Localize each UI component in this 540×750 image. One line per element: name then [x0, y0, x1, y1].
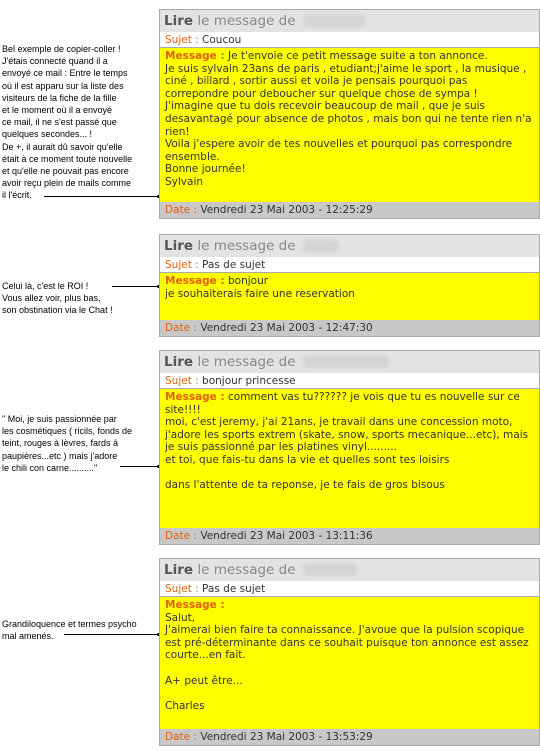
message-panel — [159, 9, 540, 219]
subject-row — [160, 373, 539, 389]
date-value: Vendredi 23 Mai 2003 - 12:47:30 — [200, 322, 373, 334]
header-prefix: Lire — [164, 562, 194, 578]
annotation-note-2: Celui là, c'est le ROI ! Vous allez voir, plus bas, son obstination via le Chat ! — [2, 281, 113, 316]
subject-label: Sujet : — [165, 259, 199, 271]
date-row — [160, 528, 539, 544]
header-prefix: Lire — [164, 13, 194, 29]
date-label: Date : — [165, 530, 197, 542]
sender-name-redacted — [303, 356, 389, 368]
message-header — [160, 10, 539, 32]
annotation-connector — [44, 196, 160, 197]
annotation-note-3: " Moi, je suis passionnée par les cosmétiques ( ricils, fonds de teint, rouges à lèvres, fards à paupières...etc ) mais j'adore le chili con carne.........." — [2, 414, 133, 473]
subject-value: Pas de sujet — [202, 259, 266, 271]
header-prefix: Lire — [164, 354, 194, 370]
header-text: le message de — [197, 562, 296, 578]
date-label: Date : — [165, 204, 197, 216]
message-label: Message : — [165, 599, 225, 611]
sender-name-redacted — [303, 240, 339, 252]
message-text: bonjour je souhaiterais faire une reservation — [165, 275, 355, 300]
message-header — [160, 235, 539, 257]
annotation-connector — [112, 286, 160, 287]
subject-row — [160, 581, 539, 597]
message-panel — [159, 234, 540, 337]
message-panel — [159, 558, 540, 746]
subject-row — [160, 257, 539, 273]
message-body — [160, 597, 539, 744]
message-text: comment vas tu?????? je vois que tu es nouvelle sur ce site!!!! moi, c'est jeremy, j'ai 21ans, je travail dans une concession moto, j'adore les sports extrem (skate, snow, sports mecanique...etc), mais je suis passionné par les platines vinyl......... et toi, que fais-tu dans la vie et quelles sont tes loisirs dans l'attente de ta reponse, je te fais de gros bisous — [165, 391, 529, 492]
sender-name-redacted — [303, 564, 357, 576]
date-value: Vendredi 23 Mai 2003 - 12:25:29 — [200, 204, 373, 216]
subject-label: Sujet : — [165, 375, 199, 387]
subject-label: Sujet : — [165, 583, 199, 595]
message-label: Message : — [165, 391, 225, 403]
annotation-note-1: Bel exemple de copier-coller ! J'étais connecté quand il a envoyé ce mail : Entre le temps où il est apparu sur la liste des visiteurs de la fiche de la fille et le moment où il a envoyé ce mail, il ne s'est passé que quelques secondes... ! De +, il aurait dû savoir qu'elle était à ce moment toute nouvelle et qu'elle ne pouvait pas encore avoir reçu plein de mails comme il l'écrit. — [2, 44, 133, 201]
message-text: Salut, J'aimerai bien faire ta connaissance. J'avoue que la pulsion scopique est pré-déterminante dans ce souhait puisque ton annonce est assez courte...en fait. A+ peut être... Charles — [165, 611, 529, 712]
subject-value: Coucou — [202, 34, 242, 46]
message-body — [160, 48, 539, 220]
date-value: Vendredi 23 Mai 2003 - 13:11:36 — [200, 530, 373, 542]
subject-value: bonjour princesse — [202, 375, 296, 387]
date-row — [160, 729, 539, 745]
date-row — [160, 320, 539, 336]
date-row — [160, 202, 539, 218]
date-label: Date : — [165, 731, 197, 743]
message-text: Je t'envoie ce petit message suite a ton annonce. Je suis sylvain 23ans de paris , etudiant;j'aime le sport , la musique , ciné , billard , sortir aussi et voila je pensais pourquoi pas correpondre pour deboucher sur quelque chose de sympa ! J'imagine que tu dois recevoir beaucoup de mail , que je suis desavantagé pour absence de photos , mais bon qui ne tente rien n'a rien! Voila j'espere avoir de tes nouvelles et pourquoi pas correspondre ensemble. Bonne journée! Sylvain — [165, 50, 532, 188]
header-text: le message de — [197, 13, 296, 29]
subject-row — [160, 32, 539, 48]
sender-name-redacted — [303, 15, 365, 27]
header-prefix: Lire — [164, 238, 194, 254]
date-label: Date : — [165, 322, 197, 334]
message-body — [160, 389, 539, 541]
subject-label: Sujet : — [165, 34, 199, 46]
message-header — [160, 559, 539, 581]
date-value: Vendredi 23 Mai 2003 - 13:53:29 — [200, 731, 373, 743]
message-label: Message : — [165, 275, 225, 287]
annotation-note-4: Grandiloquence et termes psycho mal amenés. — [2, 619, 137, 642]
message-header — [160, 351, 539, 373]
subject-value: Pas de sujet — [202, 583, 266, 595]
message-label: Message : — [165, 50, 225, 62]
header-text: le message de — [197, 354, 296, 370]
annotation-connector — [120, 466, 160, 467]
annotation-connector — [64, 634, 160, 635]
header-text: le message de — [197, 238, 296, 254]
message-panel — [159, 350, 540, 545]
